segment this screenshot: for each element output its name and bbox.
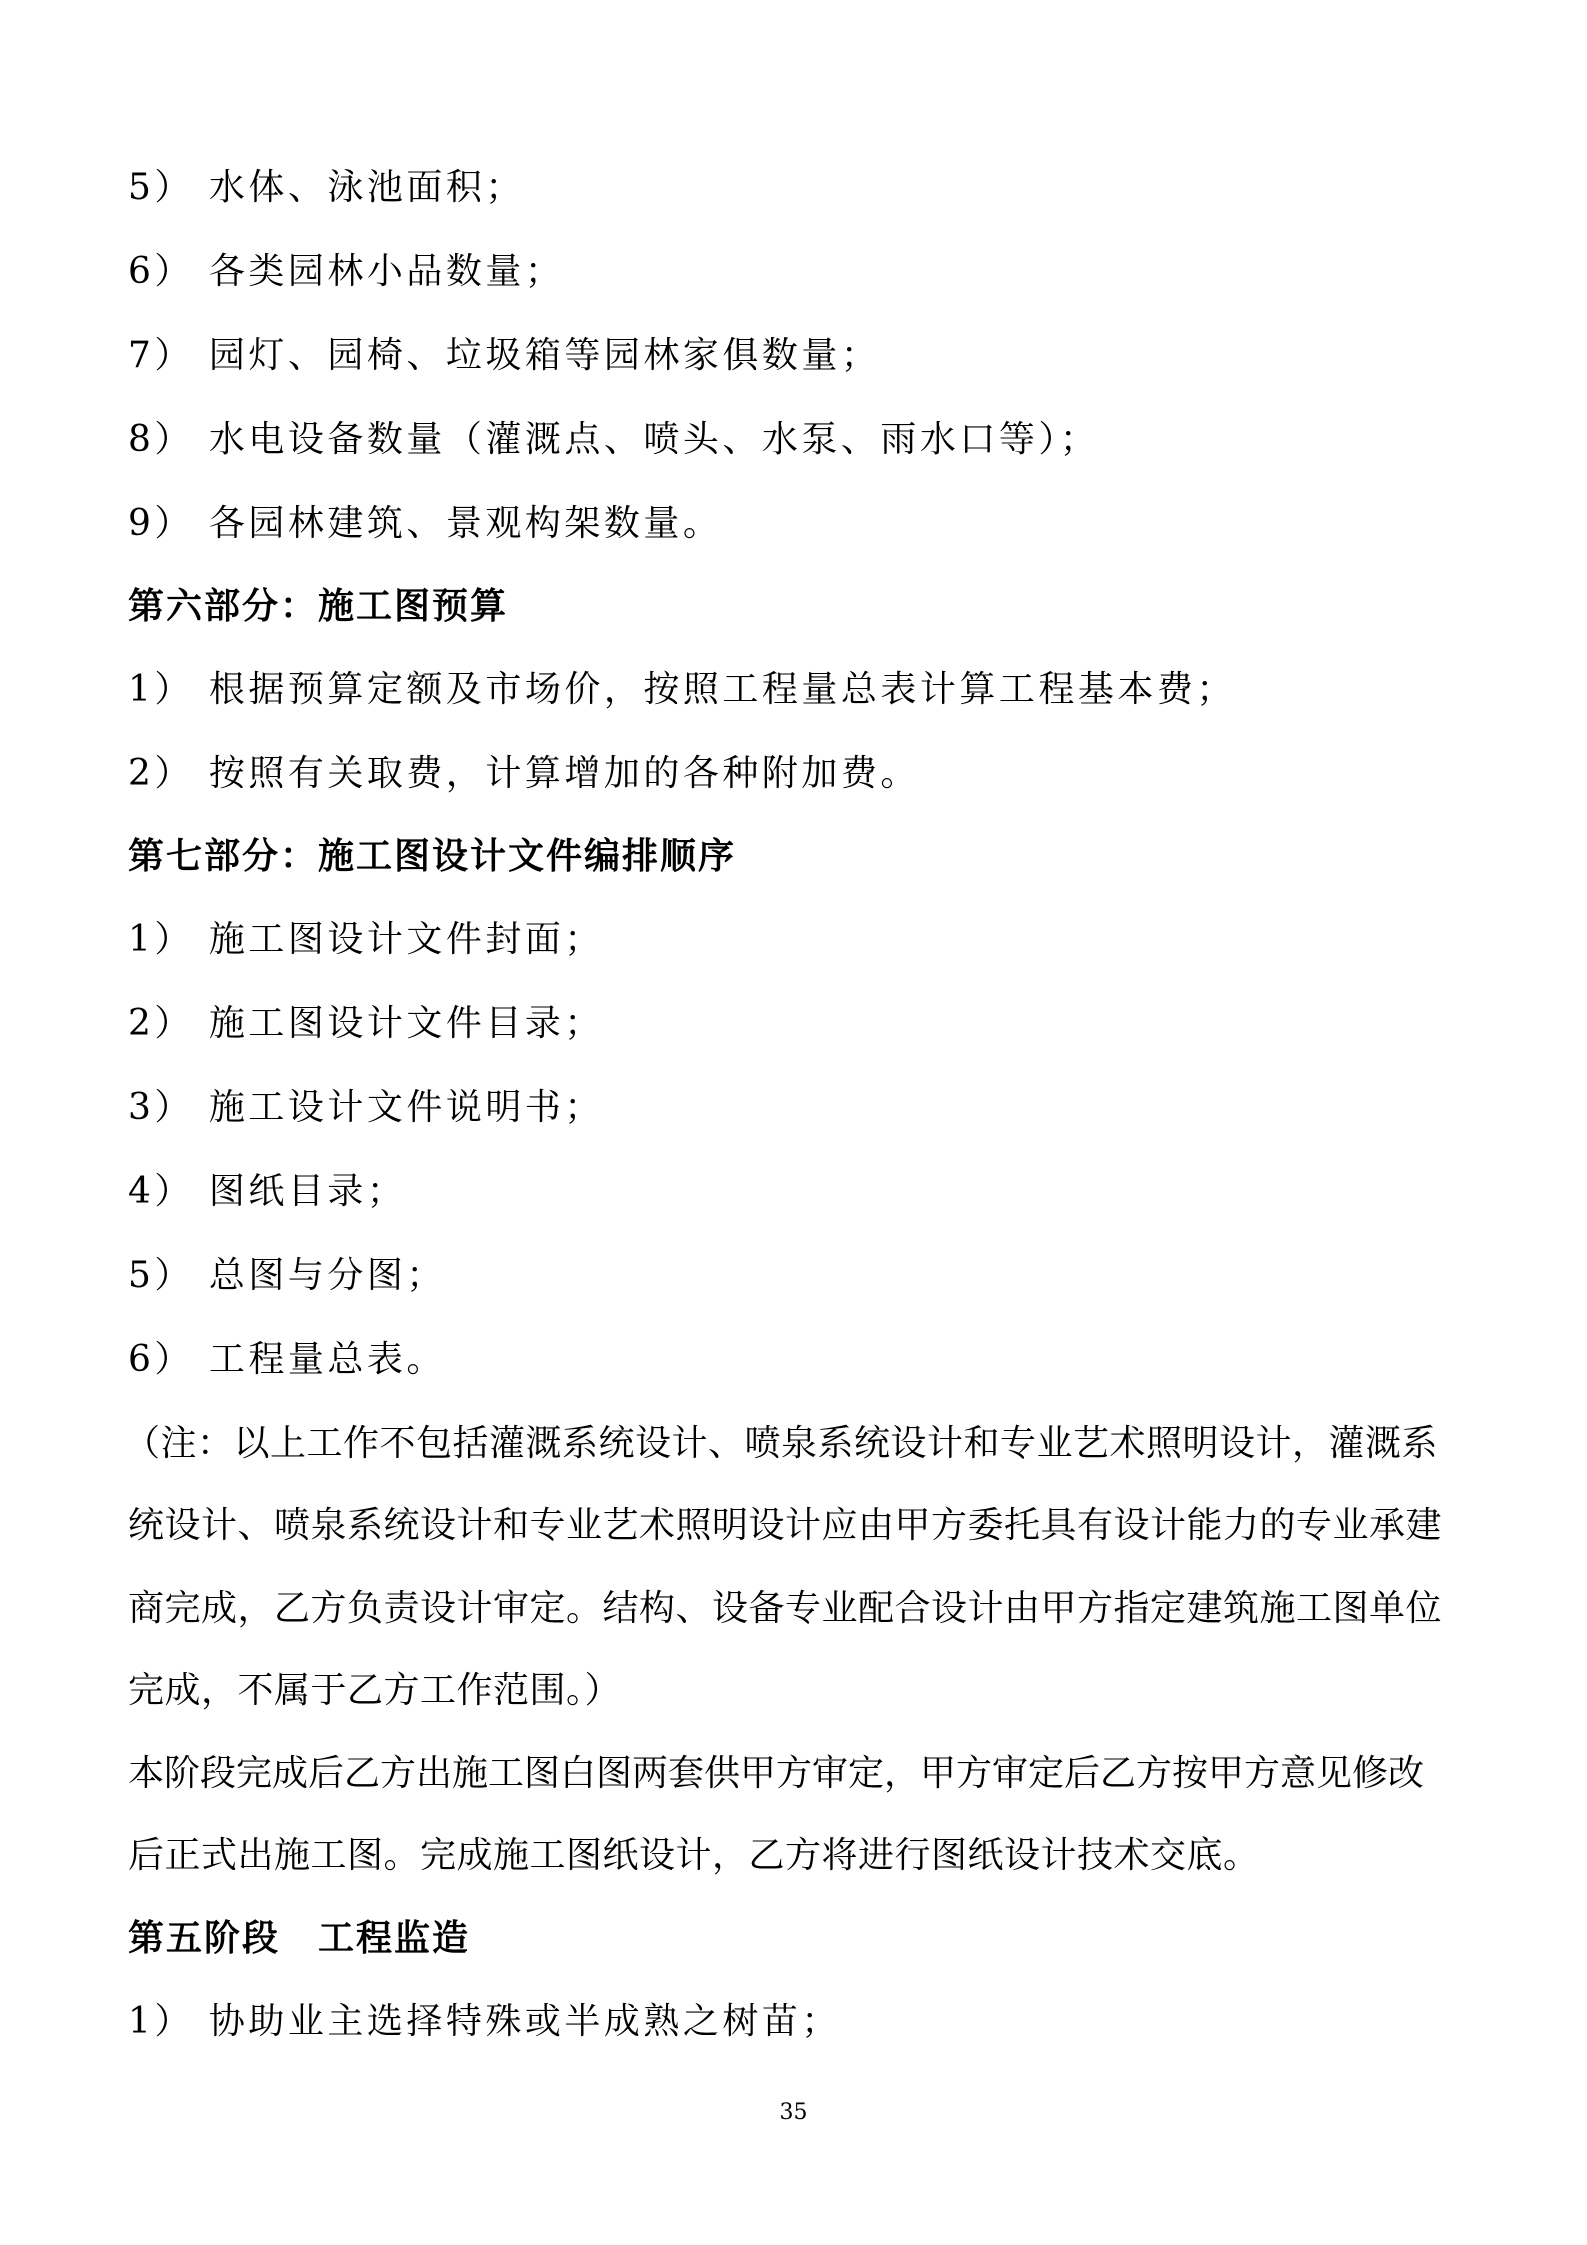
list-item-area-water: 5） 水体、泳池面积； [128,167,525,208]
list-item-budget-2: 2） 按照有关取费，计算增加的各种附加费。 [128,753,920,794]
note-line-4: 完成，不属于乙方工作范围。） [128,1670,622,1711]
list-item-garden-features: 6） 各类园林小品数量； [128,251,565,292]
note-line-1: （注：以上工作不包括灌溉系统设计、喷泉系统设计和专业艺术照明设计，灌溉系 [124,1423,1439,1464]
section-heading-stage-five: 第五阶段 工程监造 [128,1917,471,1959]
note-line-2: 统设计、喷泉系统设计和专业艺术照明设计应由甲方委托具有设计能力的专业承建 [128,1505,1443,1546]
list-item-budget-1: 1） 根据预算定额及市场价，按照工程量总表计算工程基本费； [128,669,1236,710]
list-item-order-4: 4） 图纸目录； [128,1171,407,1212]
list-item-order-5: 5） 总图与分图； [128,1255,446,1296]
paragraph-line-1: 本阶段完成后乙方出施工图白图两套供甲方审定，甲方审定后乙方按甲方意见修改 [128,1753,1425,1794]
list-item-order-6: 6） 工程量总表。 [128,1339,446,1380]
list-item-order-2: 2） 施工图设计文件目录； [128,1003,604,1044]
list-item-garden-furniture: 7） 园灯、园椅、垃圾箱等园林家俱数量； [128,335,881,376]
section-heading-part-six: 第六部分：施工图预算 [128,585,509,627]
list-item-order-1: 1） 施工图设计文件封面； [128,919,604,960]
page-number: 35 [779,2100,808,2125]
note-line-3: 商完成，乙方负责设计审定。结构、设备专业配合设计由甲方指定建筑施工图单位 [128,1588,1443,1629]
list-item-structures: 9） 各园林建筑、景观构架数量。 [128,503,723,544]
list-item-utilities: 8） 水电设备数量（灌溉点、喷头、水泵、雨水口等）； [128,419,1100,460]
list-item-order-3: 3） 施工设计文件说明书； [128,1087,604,1128]
section-heading-part-seven: 第七部分：施工图设计文件编排顺序 [128,835,737,877]
list-item-supervision-1: 1） 协助业主选择特殊或半成熟之树苗； [128,2001,841,2042]
paragraph-line-2: 后正式出施工图。完成施工图纸设计，乙方将进行图纸设计技术交底。 [128,1835,1260,1876]
